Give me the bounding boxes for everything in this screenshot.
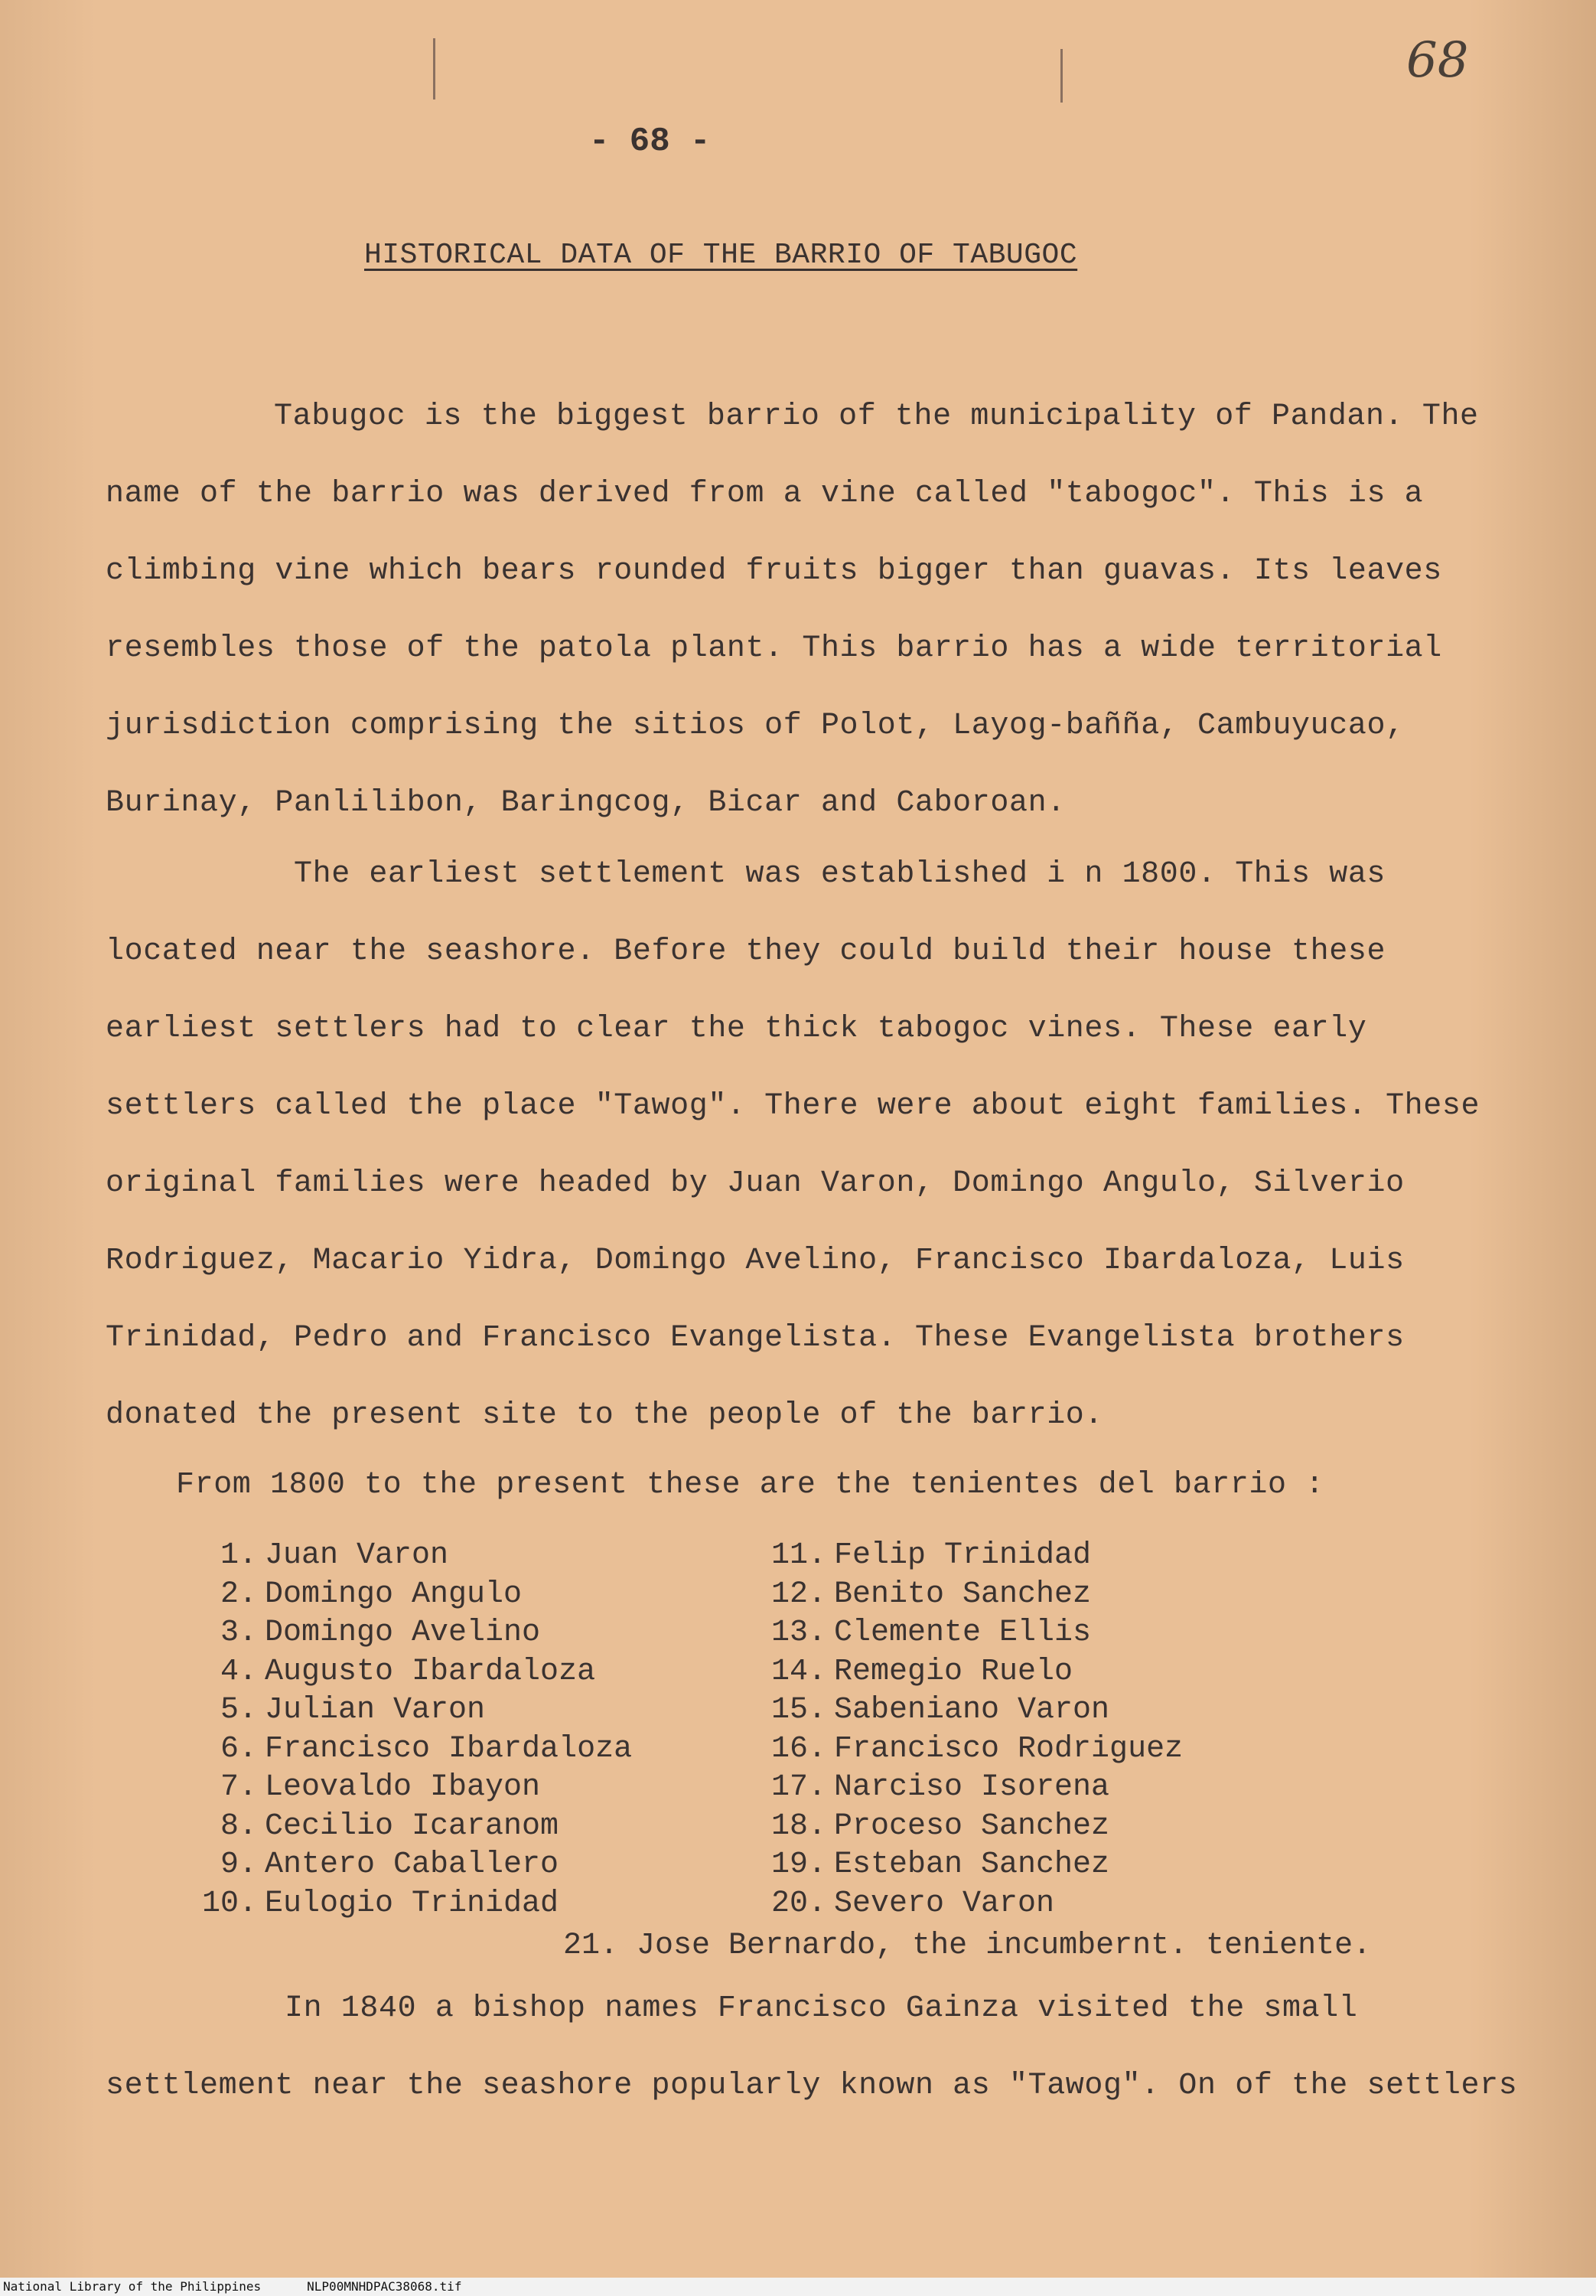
- list-item: 14. Remegio Ruelo: [770, 1654, 1073, 1689]
- binding-mark: [1060, 49, 1063, 103]
- list-item: 1. Juan Varon: [220, 1538, 449, 1573]
- list-item: 2. Domingo Angulo: [220, 1577, 523, 1612]
- paragraph-tenientes-intro: From 1800 to the present these are the tenientes del barrio :: [176, 1468, 1324, 1502]
- paragraph-origin: Tabugoc is the biggest barrio of the municipality of Pandan. The name of the barrio was derived from a vine called "tabogoc". This is a climbing vine which bears rounded fruits bigger than guavas. Its leaves resembles those of the patola plant. This barrio has a wide territorial jurisdiction comprising the sitios of Polot, Layog-bañña, Cambuyucao, Burinay, Panlilibon, Baringcog, Bicar and Caboroan.: [106, 400, 1479, 820]
- list-item: 19. Esteban Sanchez: [770, 1848, 1110, 1882]
- list-item: 13. Clemente Ellis: [770, 1616, 1092, 1650]
- tenientes-list-right: [757, 1537, 1183, 1923]
- document-title: HISTORICAL DATA OF THE BARRIO OF TABUGOC: [364, 239, 1078, 272]
- list-item: 10. Eulogio Trinidad: [201, 1886, 559, 1921]
- paragraph-bishop-visit: In 1840 a bishop names Francisco Gainza visited the small settlement near the seashore popularly known as "Tawog". On of the settlers: [106, 1991, 1518, 2103]
- handwritten-page-number: 68: [1406, 32, 1469, 89]
- scan-footer: [0, 2278, 1596, 2296]
- list-item: 6. Francisco Ibardaloza: [220, 1731, 633, 1766]
- list-item: 7. Leovaldo Ibayon: [220, 1770, 541, 1805]
- list-item: 4. Augusto Ibardaloza: [220, 1654, 596, 1689]
- list-item: 16. Francisco Rodriguez: [770, 1731, 1184, 1766]
- binding-mark: [433, 38, 435, 99]
- page-number: - 68 -: [589, 122, 711, 161]
- list-item: 5. Julian Varon: [220, 1693, 486, 1727]
- list-item: 8. Cecilio Icaranom: [220, 1808, 559, 1844]
- tenientes-list-left: [188, 1537, 632, 1923]
- list-item: 17. Narciso Isorena: [770, 1770, 1110, 1805]
- list-item: 11. Felip Trinidad: [770, 1538, 1092, 1573]
- teniente-incumbent: 21. Jose Bernardo, the incumbernt. teniente.: [563, 1929, 1372, 1963]
- list-item: 9. Antero Caballero: [220, 1848, 559, 1882]
- list-item: 3. Domingo Avelino: [220, 1616, 541, 1650]
- footer-source: National Library of the Philippines: [3, 2279, 262, 2294]
- list-item: 15. Sabeniano Varon: [770, 1693, 1110, 1727]
- list-item: 12. Benito Sanchez: [770, 1577, 1092, 1612]
- paragraph-settlement: The earliest settlement was established i n 1800. This was located near the seashore. Before they could build their house these earliest settlers had to clear the thick tabogoc vines. These early settlers called the place "Tawog". There were about eight families. These original families were headed by Juan Varon, Domingo Angulo, Silverio Rodriguez, Macario Yidra, Domingo Avelino, Francisco Ibardaloza, Luis Trinidad, Pedro and Francisco Evangelista. These Evangelista brothers donated the present site to the people of the barrio.: [106, 857, 1480, 1433]
- list-item: 20. Severo Varon: [770, 1886, 1055, 1921]
- footer-filename: NLP00MNHDPAC38068.tif: [307, 2279, 462, 2294]
- list-item: 18. Proceso Sanchez: [770, 1808, 1110, 1844]
